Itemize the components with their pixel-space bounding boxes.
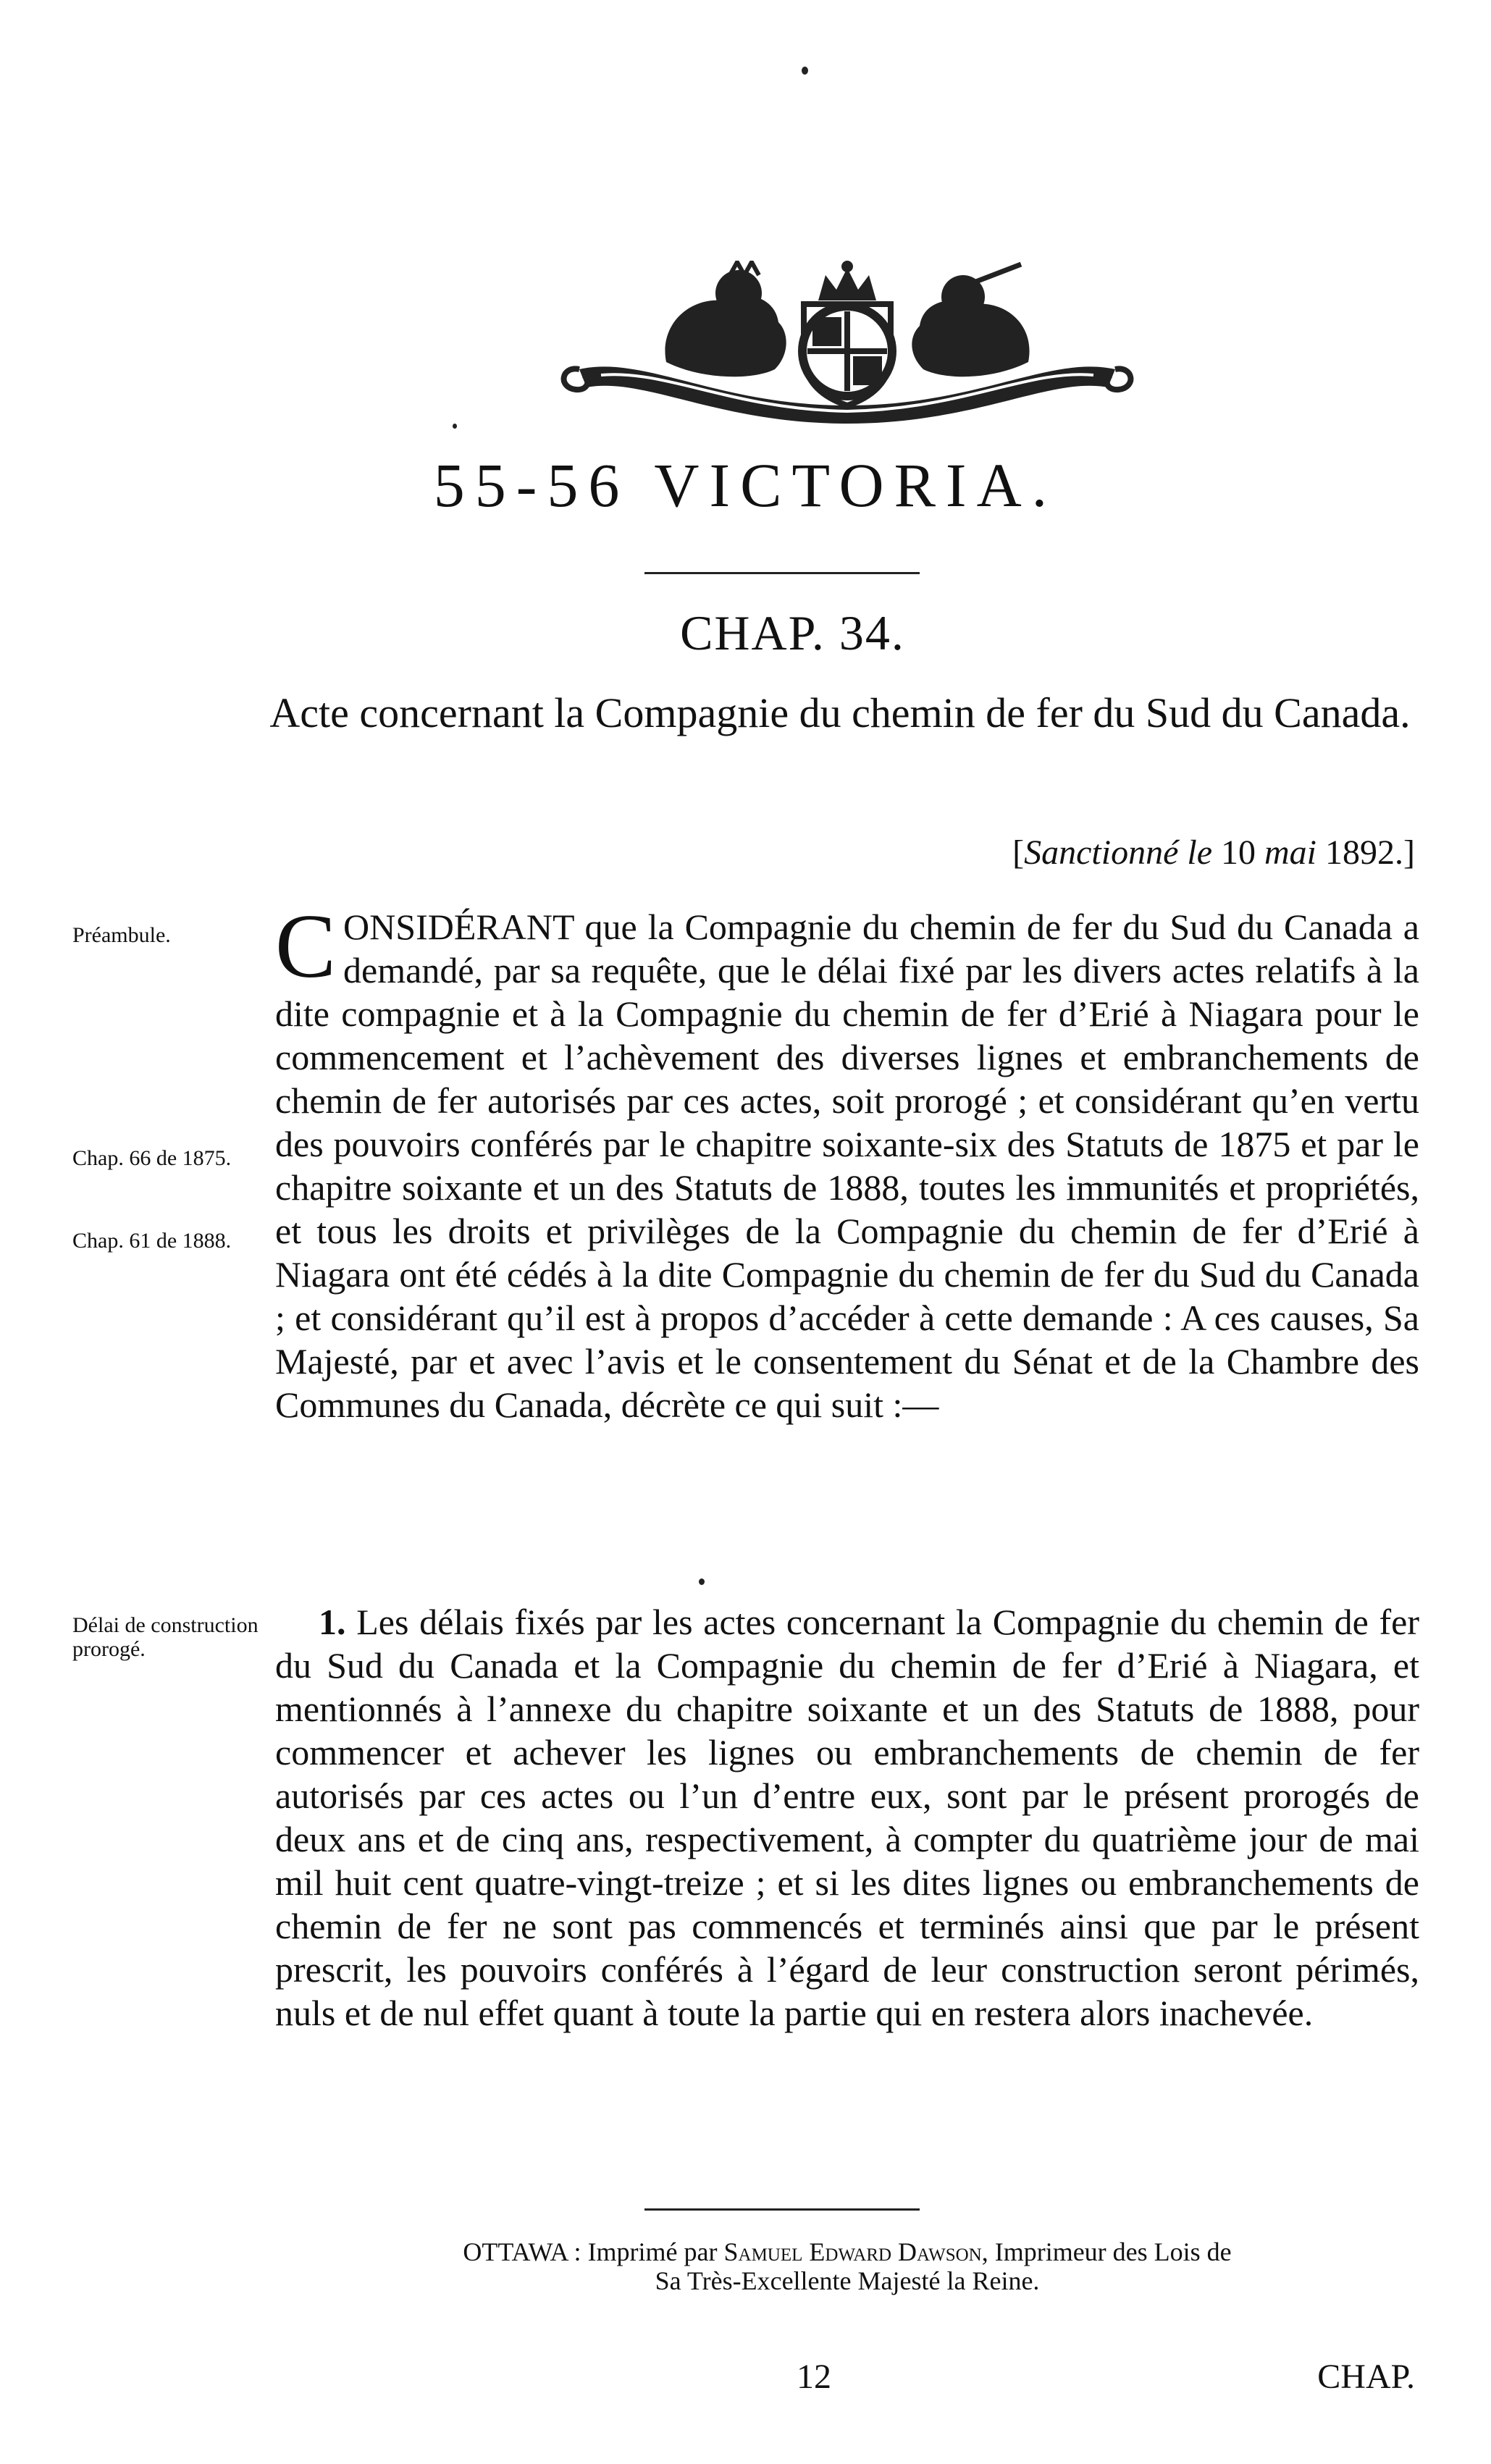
sanction-month: mai [1264, 833, 1317, 872]
imprint [275, 2237, 1419, 2295]
section-1-paragraph [275, 1600, 1419, 2035]
ink-speck [453, 424, 457, 429]
ink-speck [802, 67, 808, 75]
preamble-paragraph [275, 896, 1419, 1426]
margin-note-chap-1875: Chap. 66 de 1875. [72, 1146, 232, 1170]
section-1-text: Les délais fixés par les actes concernant la Compagnie du chemin de fer du Sud du Canada et la Compagnie du chemin de fer d’Erié à Niagara, et mentionnés à l’annexe du chapitre soixante et un des Statuts de 1888, pour commencer et achever les lignes ou embranchements de chemin de fer autorisés par ces actes ou l’un d’entre eux, sont par le présent prorogés de deux ans et de cinq ans, respectivement, à compter du quatrième jour de mai mil huit cent quatre-vingt-treize ; et si les dites lignes ou embranchements de chemin de fer ne sont pas commencés et terminés ainsi que par le présent prescrit, les pouvoirs conférés à l’égard de leur construction seront périmés, nuls et de nul effet quant à toute la partie qui en restera alors inachevée. [275, 1602, 1420, 2033]
section-number: 1. [319, 1602, 346, 1642]
imprint-role: Imprimeur des Lois de [994, 2237, 1232, 2266]
sanction-le: le [1187, 833, 1213, 872]
sanction-year: 1892.] [1325, 833, 1415, 872]
chapter-number: CHAP. 34. [680, 605, 905, 660]
statute-title: 55-56 VICTORIA. [433, 450, 1058, 520]
imprint-printed-by: Imprimé par [587, 2237, 718, 2266]
sanction-open: [ [1012, 833, 1025, 872]
page-number: 12 [797, 2358, 831, 2396]
act-title: Acte concernant la Compagnie du chemin de fer du Sud du Canada. [269, 689, 1411, 736]
imprint-line-2: Sa Très-Excellente Majesté la Reine. [655, 2266, 1040, 2295]
catchword: CHAP. [1317, 2358, 1415, 2396]
imprint-rule [644, 2208, 920, 2211]
imprint-line-1 [275, 2237, 1419, 2266]
margin-note-preamble: Préambule. [72, 923, 171, 947]
title-rule [644, 572, 920, 574]
imprint-place: OTTAWA : [463, 2237, 581, 2266]
sanction-date [1012, 833, 1415, 873]
sanction-day: 10 [1221, 833, 1256, 872]
imprint-printer: Samuel Edward Dawson, [723, 2237, 988, 2266]
margin-note-delay: Délai de construction prorogé. [72, 1613, 259, 1661]
margin-note-chap-1888: Chap. 61 de 1888. [72, 1229, 232, 1253]
ink-speck [699, 1578, 705, 1585]
coat-of-arms-image [558, 261, 1137, 434]
preamble-text: ONSIDÉRANT que la Compagnie du chemin de fer du Sud du Canada a demandé, par sa requête, que le délai fixé par les divers actes relatifs à la dite compagnie et à la Compagnie du chemin de fer d’Erié à Niagara pour le commencement et l’achèvement des diverses lignes et embranchements de chemin de fer autorisés par ces actes, soit prorogé ; et considérant qu’en vertu des pouvoirs conférés par le chapitre soixante-six des Statuts de 1875 et par le chapitre soixante et un des Statuts de 1888, toutes les immunités et propriétés, et tous les droits et privilèges de la Compagnie du chemin de fer d’Erié à Niagara ont été cédés à la dite Compagnie du chemin de fer du Sud du Canada ; et considérant qu’il est à propos d’accéder à cette demande : A ces causes, Sa Majesté, par et avec l’avis et le consentement du Sénat et de la Chambre des Communes du Canada, décrète ce qui suit :— [275, 907, 1419, 1425]
sanction-word: Sanctionné [1024, 833, 1179, 872]
drop-cap: C [275, 896, 337, 997]
